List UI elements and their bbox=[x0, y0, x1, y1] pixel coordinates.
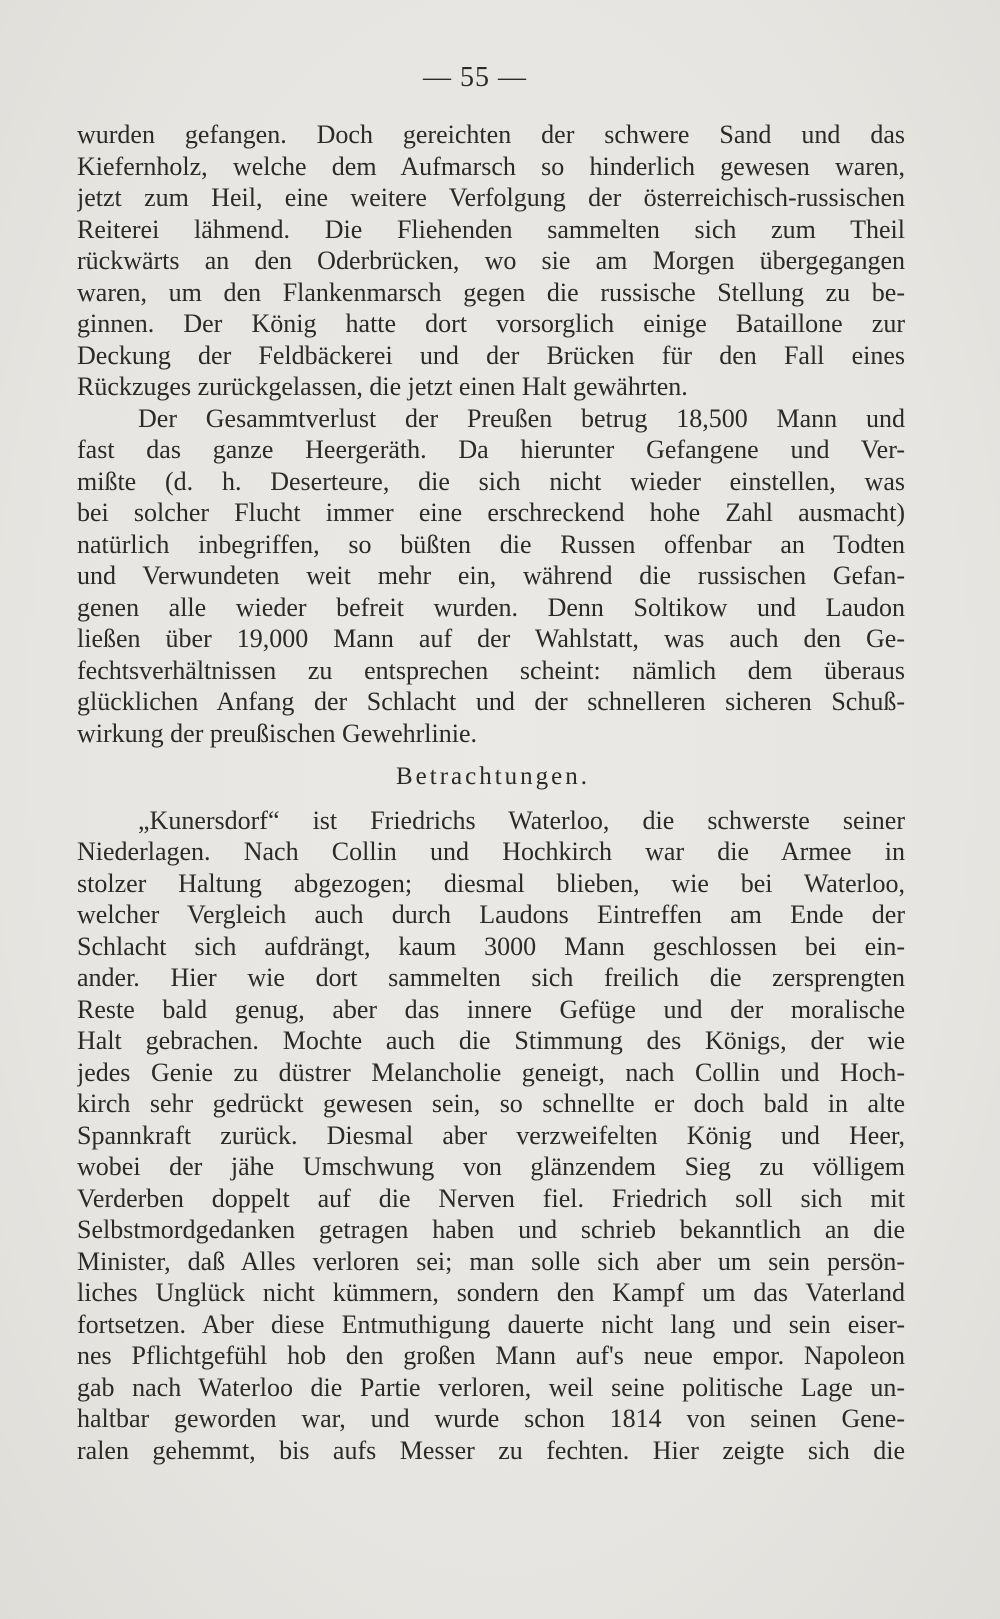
text-line: fechtsverhältnissen zu entsprechen scheint: nämlich dem überaus bbox=[77, 655, 905, 685]
text-line: Der Gesammtverlust der Preußen betrug 18,500 Mann und bbox=[138, 403, 905, 433]
text-line: mißte (d. h. Deserteure, die sich nicht wieder einstellen, was bbox=[77, 466, 905, 496]
text-line: Niederlagen. Nach Collin und Hochkirch war die Armee in bbox=[77, 837, 905, 866]
text-line: Selbstmordgedanken getragen haben und schrieb bekanntlich an die bbox=[77, 1215, 905, 1244]
text-line: stolzer Haltung abgezogen; diesmal blieben, wie bei Waterloo, bbox=[77, 868, 905, 898]
text-line: natürlich inbegriffen, so büßten die Russen offenbar an Todten bbox=[77, 529, 905, 559]
text-line: Reiterei lähmend. Die Fliehenden sammelten sich zum Theil bbox=[77, 214, 905, 244]
text-line: genen alle wieder befreit wurden. Denn Soltikow und Laudon bbox=[77, 592, 905, 622]
text-line: Minister, daß Alles verloren sei; man solle sich aber um sein persön- bbox=[77, 1246, 905, 1276]
text-line: wirkung der preußischen Gewehrlinie. bbox=[77, 718, 477, 748]
text-line: bei solcher Flucht immer eine erschreckend hohe Zahl ausmacht) bbox=[77, 498, 905, 527]
section-heading: Betrachtungen. bbox=[395, 763, 591, 790]
paragraph-2 bbox=[77, 403, 905, 750]
body-text bbox=[77, 119, 905, 1466]
text-line: Verderben doppelt auf die Nerven fiel. Friedrich soll sich mit bbox=[77, 1183, 905, 1213]
text-line: wurden gefangen. Doch gereichten der schwere Sand und das bbox=[77, 120, 905, 149]
text-line: ließen über 19,000 Mann auf der Wahlstatt, was auch den Ge- bbox=[77, 624, 905, 653]
text-line: nes Pflichtgefühl hob den großen Mann auf's neue empor. Napoleon bbox=[77, 1341, 905, 1370]
text-line: und Verwundeten weit mehr ein, während die russischen Gefan- bbox=[77, 561, 905, 590]
text-line: Halt gebrachen. Mochte auch die Stimmung des Königs, der wie bbox=[77, 1026, 905, 1055]
paragraph-1 bbox=[77, 119, 905, 403]
text-line: „Kunersdorf“ ist Friedrichs Waterloo, die schwerste seiner bbox=[138, 805, 905, 835]
text-line: liches Unglück nicht kümmern, sondern den Kampf um das Vaterland bbox=[77, 1278, 905, 1307]
text-line: ralen gehemmt, bis aufs Messer zu fechten. Hier zeigte sich die bbox=[77, 1435, 905, 1465]
text-line: Rückzuges zurückgelassen, die jetzt einen Halt gewährten. bbox=[77, 372, 688, 401]
paragraph-3 bbox=[77, 805, 905, 1467]
text-line: welcher Vergleich auch durch Laudons Eintreffen am Ende der bbox=[77, 900, 905, 929]
text-line: jetzt zum Heil, eine weitere Verfolgung der österreichisch-russischen bbox=[77, 183, 905, 212]
text-line: jedes Genie zu düstrer Melancholie geneigt, nach Collin und Hoch- bbox=[77, 1057, 905, 1087]
text-line: ander. Hier wie dort sammelten sich freilich die zersprengten bbox=[77, 963, 905, 992]
text-line: Kiefernholz, welche dem Aufmarsch so hinderlich gewesen waren, bbox=[77, 151, 905, 181]
text-line: fortsetzen. Aber diese Entmuthigung dauerte nicht lang und sein eiser- bbox=[77, 1309, 905, 1339]
text-line: gab nach Waterloo die Partie verloren, weil seine politische Lage un- bbox=[77, 1372, 905, 1402]
text-line: Reste bald genug, aber das innere Gefüge und der moralische bbox=[77, 994, 905, 1024]
text-line: fast das ganze Heergeräth. Da hierunter Gefangene und Ver- bbox=[77, 435, 905, 464]
text-line: Deckung der Feldbäckerei und der Brücken für den Fall eines bbox=[77, 340, 905, 370]
text-line: rückwärts an den Oderbrücken, wo sie am Morgen übergegangen bbox=[77, 246, 905, 275]
text-line: wobei der jähe Umschwung von glänzendem Sieg zu völligem bbox=[77, 1152, 905, 1181]
text-line: ginnen. Der König hatte dort vorsorglich einige Bataillone zur bbox=[77, 309, 905, 338]
text-line: haltbar geworden war, und wurde schon 1814 von seinen Gene- bbox=[77, 1404, 905, 1433]
text-line: waren, um den Flankenmarsch gegen die russische Stellung zu be- bbox=[77, 277, 905, 307]
text-line: Schlacht sich aufdrängt, kaum 3000 Mann geschlossen bei ein- bbox=[77, 931, 905, 961]
text-line: Spannkraft zurück. Diesmal aber verzweifelten König und Heer, bbox=[77, 1120, 905, 1150]
page-number: — 55 — bbox=[423, 62, 527, 93]
text-line: kirch sehr gedrückt gewesen sein, so schnellte er doch bald in alte bbox=[77, 1089, 905, 1118]
text-line: glücklichen Anfang der Schlacht und der schnelleren sicheren Schuß- bbox=[77, 687, 905, 716]
